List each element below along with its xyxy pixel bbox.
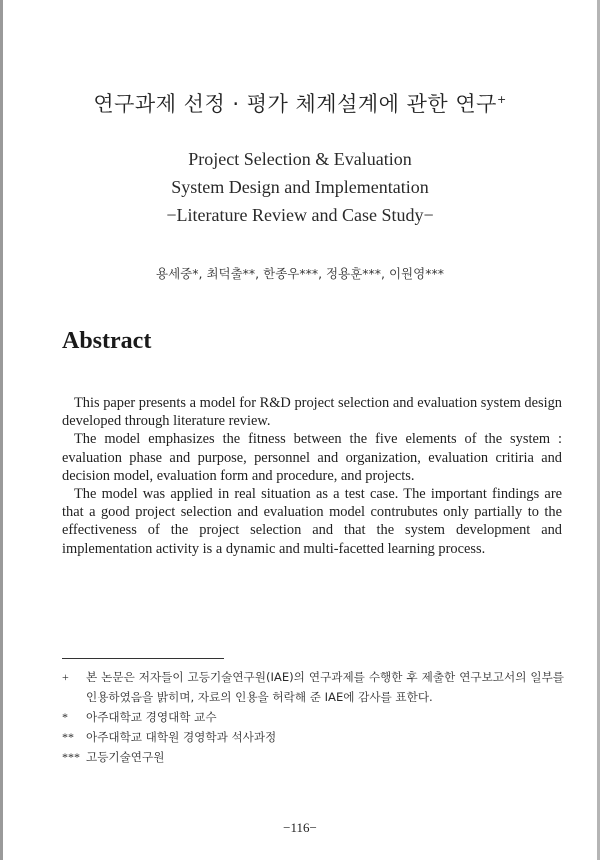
- korean-title-mark: +: [496, 93, 507, 106]
- footnote-mark: **: [62, 730, 74, 744]
- abstract-paragraph-3: The model was applied in real situation as a test case. The important findings are that a good project selection and evaluation model contrubutes only partially to the effectiveness of the project selection and that the system development and implementation activity is a dynamic and multi-facetted learning process.: [62, 486, 562, 557]
- english-title-line-3: −Literature Review and Case Study−: [166, 205, 434, 225]
- english-title-line-2: System Design and Implementation: [171, 177, 429, 197]
- abstract-paragraph-2: The model emphasizes the fitness between the five elements of the system : evaluation phase and purpose, personnel and organization, evaluation critiria and decision model, evaluation form and procedure, and projects.: [62, 431, 562, 484]
- korean-title: [0, 88, 600, 118]
- abstract-paragraph-1: This paper presents a model for R&D project selection and evaluation system design developed through literature review.: [62, 395, 562, 430]
- footnote-rule: [62, 658, 224, 659]
- footnotes: [62, 667, 564, 767]
- page-number: −116−: [283, 820, 317, 835]
- footnote-affiliation-1: [62, 707, 564, 727]
- footnote-affiliation-3: [62, 747, 564, 767]
- abstract-heading: Abstract: [62, 328, 152, 354]
- footnote-affiliation-2: [62, 727, 564, 747]
- page-edge-left: [0, 0, 3, 860]
- english-title: [0, 145, 600, 229]
- english-title-line-1: Project Selection & Evaluation: [188, 149, 412, 169]
- footnote-acknowledgement: [62, 667, 564, 707]
- footnote-mark: +: [62, 670, 69, 684]
- korean-title-text: 연구과제 선정 · 평가 체계설계에 관한 연구: [93, 92, 497, 116]
- footnote-mark: *: [62, 710, 68, 724]
- abstract-body: [62, 394, 562, 558]
- footnote-text: 고등기술연구원: [86, 750, 165, 764]
- footnote-text: 아주대학교 경영대학 교수: [86, 710, 217, 724]
- author-list: 용세중*, 최덕출**, 한종우***, 정용훈***, 이원영***: [156, 266, 444, 281]
- footnote-mark: ***: [62, 750, 80, 764]
- footnote-text: 본 논문은 저자들이 고등기술연구원(IAE)의 연구과제를 수행한 후 제출한 연구보고서의 일부를 인용하였음을 밝히며, 자료의 인용을 허락해 준 IAE에 감사를 표한다.: [86, 670, 564, 704]
- footnote-text: 아주대학교 대학원 경영학과 석사과정: [86, 730, 277, 744]
